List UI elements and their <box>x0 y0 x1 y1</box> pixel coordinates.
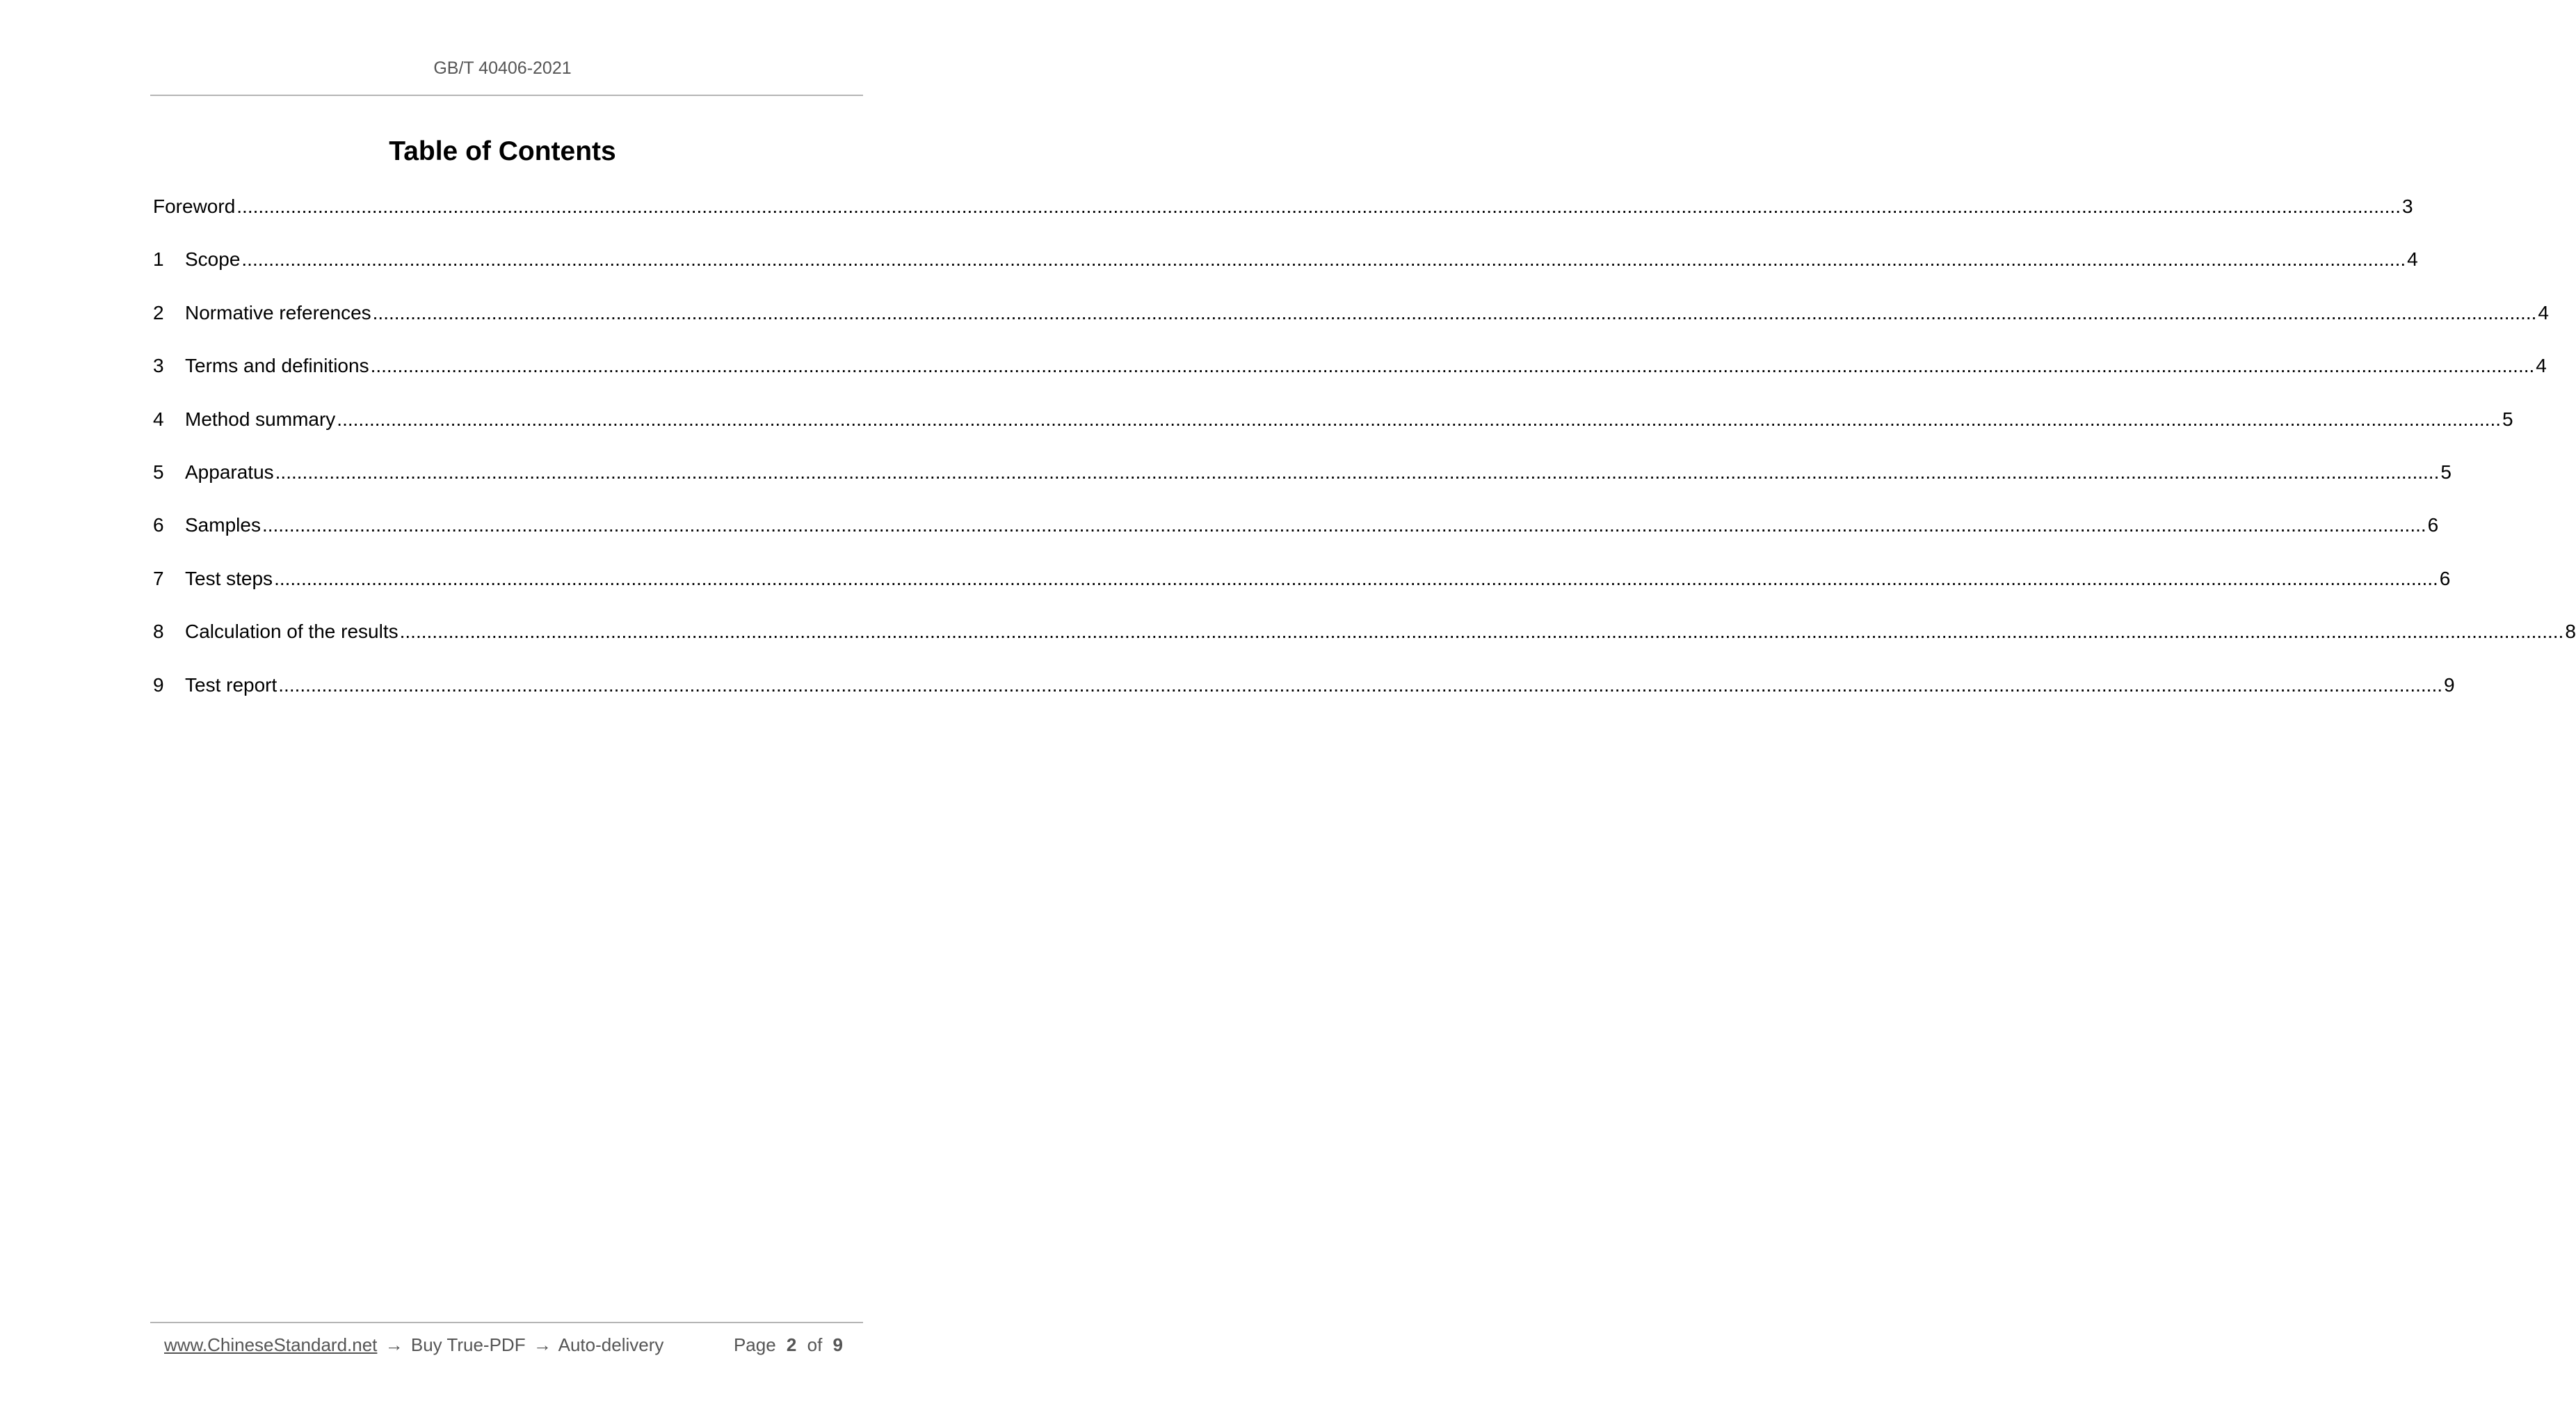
toc-entry-foreword[interactable] <box>153 193 2413 220</box>
page-of-label: of <box>807 1334 823 1355</box>
toc-entry-method-summary[interactable] <box>153 406 2513 433</box>
toc-dot-leader: ................................................................................................................................................................................................................................................................................................................................................................................................................ <box>261 514 2426 536</box>
toc-entry-label: Normative references <box>185 301 371 323</box>
toc-entry-page: 5 <box>2440 461 2452 483</box>
toc-entry-calculation-of-results[interactable] <box>153 618 2576 645</box>
toc-entry-label: Test steps <box>185 567 273 589</box>
toc-entry-page: 8 <box>2565 621 2576 643</box>
page-indicator <box>734 1334 848 1356</box>
toc-entry-scope[interactable] <box>153 246 2418 273</box>
toc-entry-label: Foreword <box>153 195 236 217</box>
toc-entry-number: 3 <box>153 355 164 377</box>
current-page-number: 2 <box>786 1334 797 1355</box>
toc-entry-samples[interactable] <box>153 512 2439 538</box>
toc-entry-page: 5 <box>2502 408 2513 430</box>
toc-entry-page: 6 <box>2439 567 2451 589</box>
toc-entry-page: 6 <box>2427 514 2439 536</box>
arrow-right-icon: → <box>533 1334 552 1355</box>
toc-entry-number: 6 <box>153 514 164 536</box>
toc-dot-leader: ................................................................................................................................................................................................................................................................................................................................................................................................................ <box>236 195 2401 217</box>
document-code-header: GB/T 40406-2021 <box>433 58 572 78</box>
buy-true-pdf-text: Buy True-PDF <box>410 1334 526 1355</box>
toc-entry-page: 4 <box>2538 301 2549 323</box>
auto-delivery-text: Auto-delivery <box>558 1334 664 1355</box>
toc-entry-terms-and-definitions[interactable] <box>153 353 2547 379</box>
page-label: Page <box>733 1334 776 1355</box>
toc-entry-page: 4 <box>2536 355 2547 377</box>
toc-dot-leader: ................................................................................................................................................................................................................................................................................................................................................................................................................ <box>274 567 2438 589</box>
toc-entry-label: Samples <box>185 514 261 536</box>
toc-entry-label: Method summary <box>185 408 336 430</box>
chinese-standard-link[interactable]: www.ChineseStandard.net <box>164 1334 378 1355</box>
header-divider <box>150 95 863 96</box>
toc-entry-number: 7 <box>153 567 164 589</box>
toc-dot-leader: ................................................................................................................................................................................................................................................................................................................................................................................................................ <box>370 355 2535 377</box>
total-pages-number: 9 <box>832 1334 843 1355</box>
toc-entry-label: Test report <box>185 673 277 696</box>
toc-entry-number: 4 <box>153 408 164 430</box>
footer-divider <box>150 1322 863 1323</box>
toc-entry-label: Apparatus <box>185 461 274 483</box>
toc-dot-leader: ................................................................................................................................................................................................................................................................................................................................................................................................................ <box>372 301 2537 323</box>
toc-dot-leader: ................................................................................................................................................................................................................................................................................................................................................................................................................ <box>337 408 2502 430</box>
toc-dot-leader: ................................................................................................................................................................................................................................................................................................................................................................................................................ <box>275 461 2440 483</box>
toc-entry-apparatus[interactable] <box>153 459 2452 486</box>
toc-entry-number: 1 <box>153 248 164 271</box>
table-of-contents <box>153 193 2576 725</box>
toc-entry-page: 9 <box>2444 673 2455 696</box>
arrow-right-icon: → <box>385 1334 403 1355</box>
toc-entry-number: 9 <box>153 673 164 696</box>
toc-entry-number: 2 <box>153 301 164 323</box>
toc-dot-leader: ................................................................................................................................................................................................................................................................................................................................................................................................................ <box>278 673 2442 696</box>
toc-dot-leader: ................................................................................................................................................................................................................................................................................................................................................................................................................ <box>399 621 2564 643</box>
toc-entry-number: 5 <box>153 461 164 483</box>
toc-entry-page: 3 <box>2401 195 2413 217</box>
toc-entry-page: 4 <box>2407 248 2418 271</box>
toc-entry-test-steps[interactable] <box>153 566 2451 592</box>
toc-entry-test-report[interactable] <box>153 672 2455 698</box>
toc-dot-leader: ................................................................................................................................................................................................................................................................................................................................................................................................................ <box>241 248 2406 271</box>
page-title: Table of Contents <box>389 136 616 166</box>
toc-entry-normative-references[interactable] <box>153 300 2549 326</box>
toc-entry-label: Terms and definitions <box>185 355 369 377</box>
toc-entry-number: 8 <box>153 621 164 643</box>
toc-entry-label: Scope <box>185 248 241 271</box>
toc-entry-label: Calculation of the results <box>185 621 399 643</box>
